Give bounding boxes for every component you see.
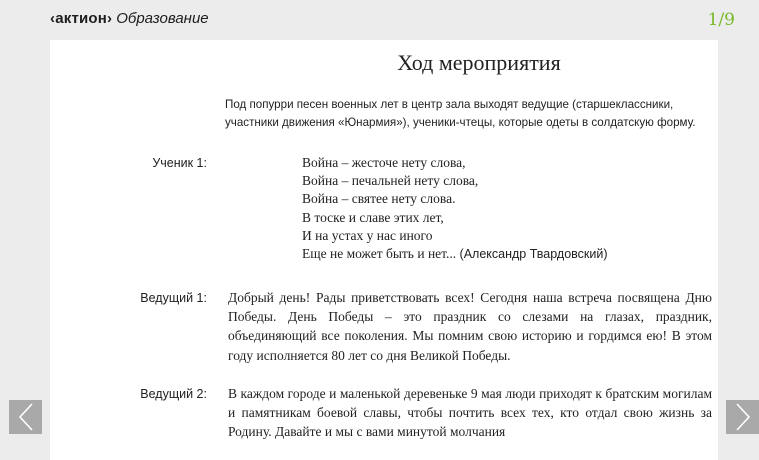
poem-line: Война – жесточе нету слова, <box>302 155 466 170</box>
host-2-paragraph: В каждом городе и маленькой деревеньке 9 мая люди приходят к братским могилам и памятникам боевой славы, чтобы почтить всех тех, кто отдал свою жизнь за Родину. Давайте и мы с вами минутой молчания <box>228 386 712 440</box>
poem-block <box>302 154 608 263</box>
speaker-label: Ученик 1: <box>152 156 207 170</box>
intro-paragraph: Под попурри песен военных лет в центр зала выходят ведущие (старшеклассники, участники движения «Юнармия»), ученики-чтецы, которые одеты в солдатскую форму. <box>225 98 696 129</box>
prev-page-button[interactable] <box>9 400 42 434</box>
host-1-paragraph: Добрый день! Рады приветствовать всех! Сегодня наша встреча посвящена Дню Победы. День Победы – это праздник со слезами на глазах, праздник, объединяющий все поколения. Мы помним свою историю и гордимся ею! В этом году исполняется 80 лет со дня Великой Победы. <box>228 290 712 363</box>
document-title: Ход мероприятия <box>397 50 561 75</box>
chevron-right-icon <box>735 403 751 431</box>
document-page <box>50 40 718 460</box>
poem-line: Война – святее нету слова. <box>302 191 456 207</box>
brand-subtitle: Образование <box>116 10 209 27</box>
poem-line: И на устах у нас иного <box>302 227 433 243</box>
poem-line: Война – печальней нету слова, <box>302 173 479 189</box>
speaker-label: Ведущий 1: <box>140 291 207 305</box>
speaker-label: Ведущий 2: <box>140 387 207 401</box>
poem-author: (Александр Твардовский) <box>459 247 608 262</box>
next-page-button[interactable] <box>726 400 759 434</box>
poem-last-line <box>302 245 608 263</box>
page-indicator: 1/9 <box>707 10 735 30</box>
chevron-left-icon <box>18 403 34 431</box>
poem-line: Еще не может быть и нет... <box>302 246 457 262</box>
brand-logo <box>50 10 209 27</box>
poem-line: В тоске и славе этих лет, <box>302 209 444 225</box>
aktion-logo: ‹актион› <box>50 10 113 27</box>
